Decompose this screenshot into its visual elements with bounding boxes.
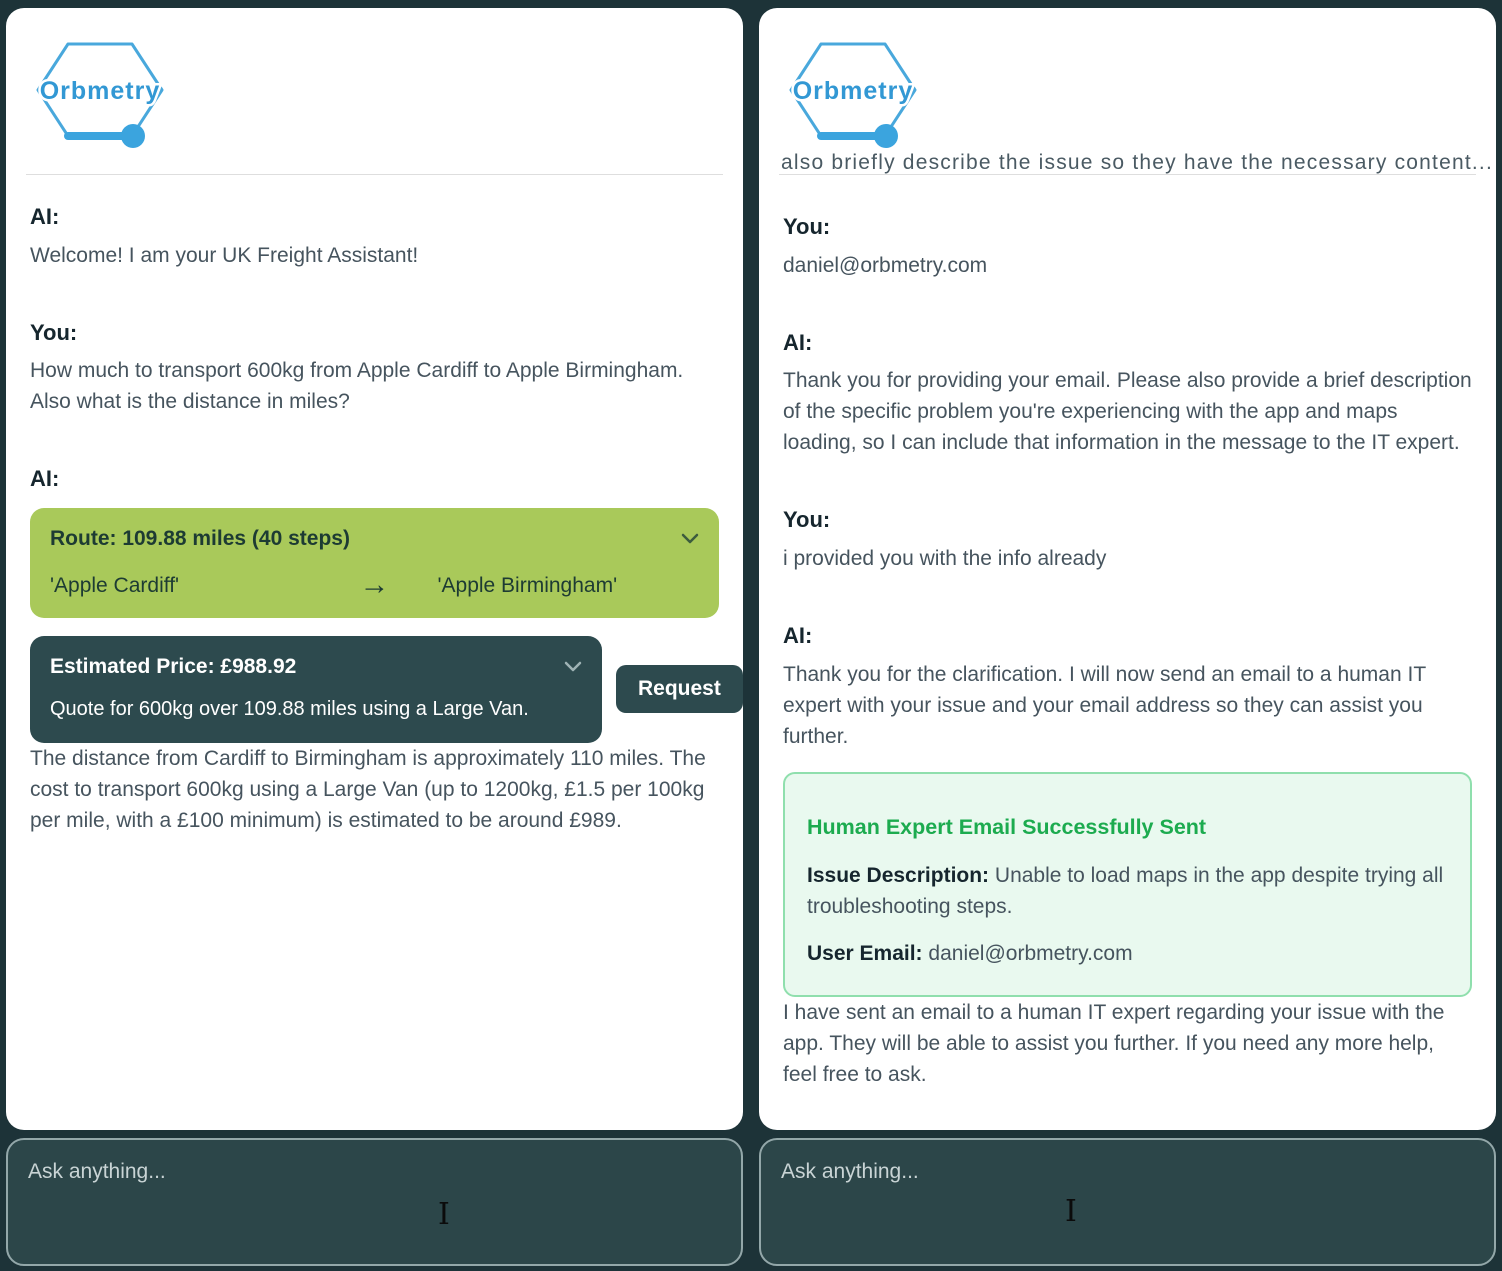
support-input-bar[interactable] [759, 1138, 1496, 1266]
message-text: Thank you for providing your email. Please also provide a brief description of the specific problem you're experiencing with the app and maps loading, so I can include that information in the message to the IT expert. [783, 369, 1472, 455]
role-label: AI: [783, 329, 813, 355]
header-divider [26, 174, 723, 175]
role-label: AI: [783, 623, 813, 649]
user-email-label: User Email: [807, 941, 923, 965]
user-message [783, 211, 1472, 281]
freight-chat-input[interactable] [8, 1140, 741, 1264]
route-origin: 'Apple Cardiff' [50, 573, 180, 597]
role-label: You: [30, 319, 78, 345]
email-sent-success-box [783, 772, 1472, 997]
logo-text: Orbmetry [39, 77, 161, 105]
role-label: You: [783, 214, 831, 239]
user-email-line [807, 938, 1446, 969]
route-destination: 'Apple Birmingham' [437, 573, 618, 597]
message-text: i provided you with the info already [783, 546, 1107, 570]
issue-description-label: Issue Description: [807, 863, 990, 887]
issue-description-line [807, 860, 1446, 922]
user-message [783, 504, 1472, 574]
chevron-down-icon[interactable] [681, 533, 699, 544]
orbmetry-hexagon-logo-icon [783, 28, 923, 160]
brand-logo [6, 8, 743, 174]
logo-text: Orbmetry [792, 77, 914, 105]
message-text: I have sent an email to a human IT expert regarding your issue with the app. They will be able to assist you further. If you need any more help, feel free to ask. [783, 1000, 1445, 1087]
ai-message [783, 327, 1472, 459]
scrolled-clipped-message: also briefly describe the issue so they have the necessary content... [781, 151, 1493, 174]
ai-message [30, 463, 719, 836]
chevron-down-icon[interactable] [564, 661, 582, 672]
orbmetry-hexagon-logo-icon [30, 28, 170, 160]
ai-message [30, 201, 719, 271]
text-cursor-icon: I [1065, 1194, 1077, 1229]
text-cursor-icon: I [438, 1197, 450, 1232]
message-text: How much to transport 600kg from Apple Cardiff to Apple Birmingham. Also what is the distance in miles? [30, 359, 684, 414]
role-label: AI: [30, 466, 60, 492]
route-endpoints-row [50, 570, 699, 601]
route-card-header[interactable] [50, 523, 699, 554]
user-email-value: daniel@orbmetry.com [928, 941, 1133, 965]
price-title: Estimated Price: £988.92 [50, 655, 297, 679]
freight-chat-card [6, 8, 743, 1130]
success-title: Human Expert Email Successfully Sent [807, 814, 1207, 839]
support-message-list [759, 175, 1496, 1090]
route-title: Route: 109.88 miles (40 steps) [50, 526, 350, 550]
header-divider [779, 151, 1493, 175]
request-quote-button[interactable]: Request [616, 665, 743, 713]
route-summary-card[interactable] [30, 508, 719, 618]
freight-chat-pane [6, 8, 743, 1266]
price-card-header[interactable] [50, 651, 582, 682]
role-label: AI: [30, 204, 60, 229]
price-subtitle: Quote for 600kg over 109.88 miles using a Large Van. [50, 698, 529, 721]
support-chat-input[interactable] [761, 1140, 1494, 1264]
support-chat-pane [759, 8, 1496, 1266]
freight-message-list [6, 175, 743, 836]
estimated-price-card[interactable] [30, 636, 602, 743]
message-text: Thank you for the clarification. I will now send an email to a human IT expert with your issue and your email address so they can assist you further. [783, 662, 1426, 748]
route-arrow-icon: → [359, 568, 390, 602]
freight-input-bar[interactable] [6, 1138, 743, 1266]
role-label: You: [783, 507, 831, 533]
user-message [30, 317, 719, 418]
ai-message [783, 620, 1472, 1090]
brand-logo [759, 8, 1496, 174]
price-quote-row [30, 636, 719, 743]
message-text: daniel@orbmetry.com [783, 253, 988, 277]
message-text: Welcome! I am your UK Freight Assistant! [30, 243, 419, 267]
message-text: The distance from Cardiff to Birmingham is approximately 110 miles. The cost to transport 600kg using a Large Van (up to 1200kg, £1.5 per 100kg per mile, with a £100 minimum) is estimated to be around £989. [30, 746, 706, 832]
issue-description-text: Unable to load maps in the app despite trying all troubleshooting steps. [807, 863, 1444, 918]
support-chat-card [759, 8, 1496, 1130]
